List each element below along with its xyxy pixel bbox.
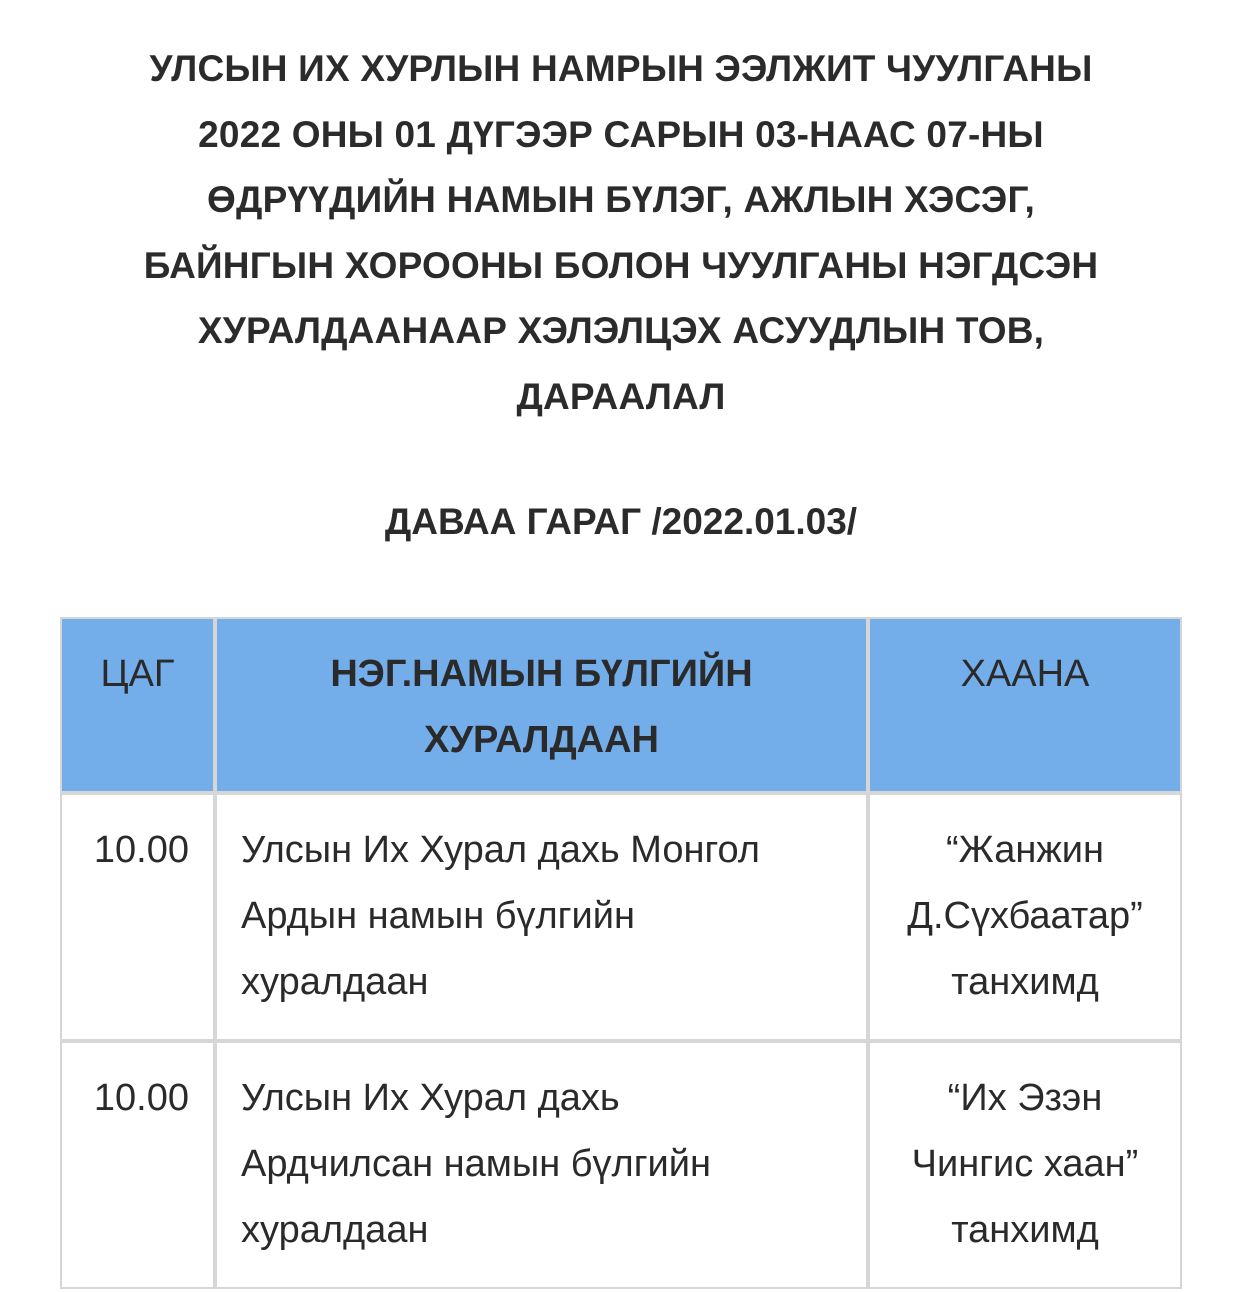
place-cell [868, 1041, 1182, 1289]
place-line: “Жанжин [946, 829, 1104, 871]
event-line: Ардчилсан намын бүлгийн [241, 1143, 711, 1185]
page-title [60, 36, 1182, 429]
title-line: 2022 ОНЫ 01 ДҮГЭЭР САРЫН 03-НААС 07-НЫ [198, 113, 1044, 155]
day-heading: ДАВАА ГАРАГ /2022.01.03/ [384, 501, 858, 542]
event-line: хуралдаан [241, 961, 429, 1003]
event-cell [215, 1041, 868, 1289]
title-line: ӨДРҮҮДИЙН НАМЫН БҮЛЭГ, АЖЛЫН ХЭСЭГ, [207, 179, 1035, 220]
place-line: Д.Сүхбаатар” [907, 895, 1143, 937]
event-cell [215, 793, 868, 1041]
column-header-place: ХААНА [868, 617, 1182, 793]
title-line: ХУРАЛДААНААР ХЭЛЭЛЦЭХ АСУУДЛЫН ТОВ, [197, 310, 1045, 351]
event-line: Ардын намын бүлгийн [241, 895, 635, 937]
event-line: Улсын Их Хурал дахь Монгол [241, 829, 760, 871]
time-cell: 10.00 [60, 793, 215, 1041]
place-cell [868, 793, 1182, 1041]
event-line: хуралдаан [241, 1209, 429, 1251]
time-cell: 10.00 [60, 1041, 215, 1289]
event-line: Улсын Их Хурал дахь [241, 1077, 620, 1119]
table-row [60, 1041, 1182, 1289]
place-line: танхимд [951, 961, 1099, 1003]
place-line: Чингис хаан” [911, 1143, 1139, 1185]
title-line: ДАРААЛАЛ [516, 375, 726, 417]
table-row [60, 793, 1182, 1041]
place-line: “Их Эзэн [947, 1077, 1103, 1119]
column-header-event-line: ХУРАЛДААН [424, 719, 659, 761]
column-header-event-line: НЭГ.НАМЫН БҮЛГИЙН [330, 653, 753, 695]
title-line: УЛСЫН ИХ ХУРЛЫН НАМРЫН ЭЭЛЖИТ ЧУУЛГАНЫ [149, 48, 1093, 89]
table-header-row [60, 617, 1182, 793]
schedule-table [60, 617, 1182, 1289]
title-line: БАЙНГЫН ХОРООНЫ БОЛОН ЧУУЛГАНЫ НЭГДСЭН [143, 244, 1099, 286]
column-header-time: ЦАГ [60, 617, 215, 793]
place-line: танхимд [951, 1209, 1099, 1251]
column-header-event [215, 617, 868, 793]
